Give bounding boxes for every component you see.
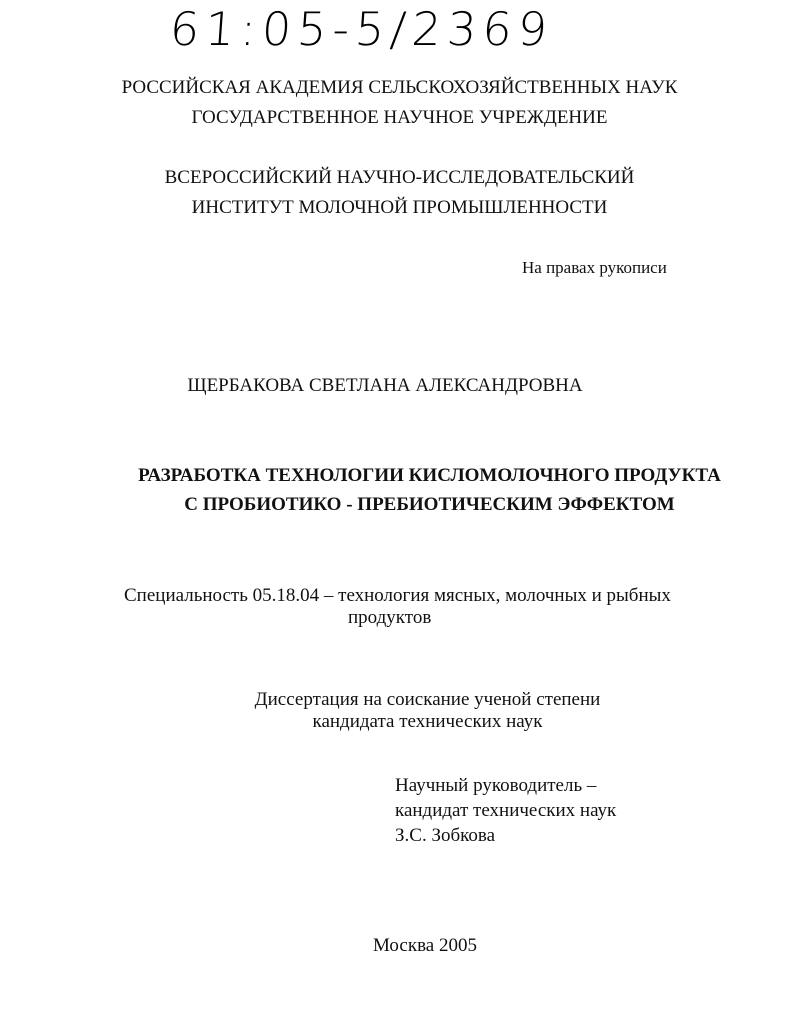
- dissertation-line-1: Диссертация на соискание ученой степени: [254, 689, 601, 710]
- handwritten-code: 61:05-5/2369: [168, 2, 555, 56]
- institution-type: ГОСУДАРСТВЕННОЕ НАУЧНОЕ УЧРЕЖДЕНИЕ: [191, 107, 608, 128]
- specialty-line-1: Специальность 05.18.04 – технология мясных, молочных и рыбных: [124, 585, 671, 606]
- title-line-2: С ПРОБИОТИКО - ПРЕБИОТИЧЕСКИМ ЭФФЕКТОМ: [184, 494, 675, 515]
- institute-line-1: ВСЕРОССИЙСКИЙ НАУЧНО-ИССЛЕДОВАТЕЛЬСКИЙ: [164, 167, 635, 188]
- specialty-line-2: продуктов: [348, 607, 432, 628]
- supervisor-name: З.С. Зобкова: [395, 825, 496, 846]
- title-line-1: РАЗРАБОТКА ТЕХНОЛОГИИ КИСЛОМОЛОЧНОГО ПРОДУКТА: [138, 465, 721, 486]
- supervisor-line-1: Научный руководитель –: [395, 775, 597, 796]
- supervisor-line-2: кандидат технических наук: [395, 800, 617, 821]
- city-year: Москва 2005: [373, 935, 477, 956]
- manuscript-note: На правах рукописи: [522, 258, 667, 277]
- author-name: ЩЕРБАКОВА СВЕТЛАНА АЛЕКСАНДРОВНА: [187, 375, 583, 396]
- dissertation-line-2: кандидата технических наук: [312, 711, 543, 732]
- institute-line-2: ИНСТИТУТ МОЛОЧНОЙ ПРОМЫШЛЕННОСТИ: [191, 197, 608, 218]
- academy-name: РОССИЙСКАЯ АКАДЕМИЯ СЕЛЬСКОХОЗЯЙСТВЕННЫХ НАУК: [121, 77, 678, 98]
